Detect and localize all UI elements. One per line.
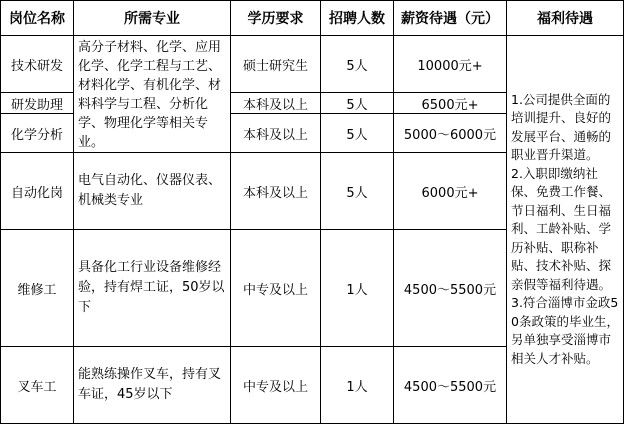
header-education: 学历要求 xyxy=(231,1,321,36)
position-cell: 技术研发 xyxy=(1,36,74,93)
header-salary: 薪资待遇（元） xyxy=(394,1,507,36)
benefit-item: 2.入职即缴纳社保、免费工作餐、节日福利、生日福利、工龄补贴、学历补贴、职称补贴、技术补贴、探亲假等福利待遇。 xyxy=(511,165,612,292)
count-cell: 5人 xyxy=(321,36,394,93)
shared-major-cell: 高分子材料、化学、应用化学、化学工程与工艺、材料化学、有机化学、材料科学与工程、分析化学、物理化学等相关专业。 xyxy=(74,36,231,153)
major-cell: 能熟练操作叉车，持有叉车证，45岁以下 xyxy=(74,347,231,424)
table-row xyxy=(1,36,624,93)
count-cell: 5人 xyxy=(321,114,394,153)
education-cell: 本科及以上 xyxy=(231,153,321,230)
salary-cell: 6500元+ xyxy=(394,93,507,114)
salary-cell: 4500～5500元 xyxy=(394,347,507,424)
salary-cell: 4500～5500元 xyxy=(394,230,507,347)
education-cell: 中专及以上 xyxy=(231,230,321,347)
benefit-item: 3.符合淄博市金政50条政策的毕业生，另单独享受淄博市相关人才补贴。 xyxy=(511,295,619,366)
benefits-cell xyxy=(507,36,624,424)
header-row xyxy=(1,1,624,36)
count-cell: 1人 xyxy=(321,230,394,347)
salary-cell: 10000元+ xyxy=(394,36,507,93)
count-cell: 5人 xyxy=(321,153,394,230)
header-benefits: 福利待遇 xyxy=(507,1,624,36)
position-cell: 叉车工 xyxy=(1,347,74,424)
count-cell: 1人 xyxy=(321,347,394,424)
major-cell: 电气自动化、仪器仪表、机械类专业 xyxy=(74,153,231,230)
position-cell: 化学分析 xyxy=(1,114,74,153)
education-cell: 本科及以上 xyxy=(231,114,321,153)
benefit-item: 1.公司提供全面的培训提升、良好的发展平台、通畅的职业晋升渠道。 xyxy=(511,91,612,163)
salary-cell: 6000元+ xyxy=(394,153,507,230)
position-cell: 维修工 xyxy=(1,230,74,347)
header-count: 招聘人数 xyxy=(321,1,394,36)
position-cell: 研发助理 xyxy=(1,93,74,114)
count-cell: 5人 xyxy=(321,93,394,114)
header-major: 所需专业 xyxy=(74,1,231,36)
education-cell: 本科及以上 xyxy=(231,93,321,114)
education-cell: 中专及以上 xyxy=(231,347,321,424)
header-position: 岗位名称 xyxy=(1,1,74,36)
salary-cell: 5000～6000元 xyxy=(394,114,507,153)
major-cell: 具备化工行业设备维修经验，持有焊工证，50岁以下 xyxy=(74,230,231,347)
education-cell: 硕士研究生 xyxy=(231,36,321,93)
position-cell: 自动化岗 xyxy=(1,153,74,230)
